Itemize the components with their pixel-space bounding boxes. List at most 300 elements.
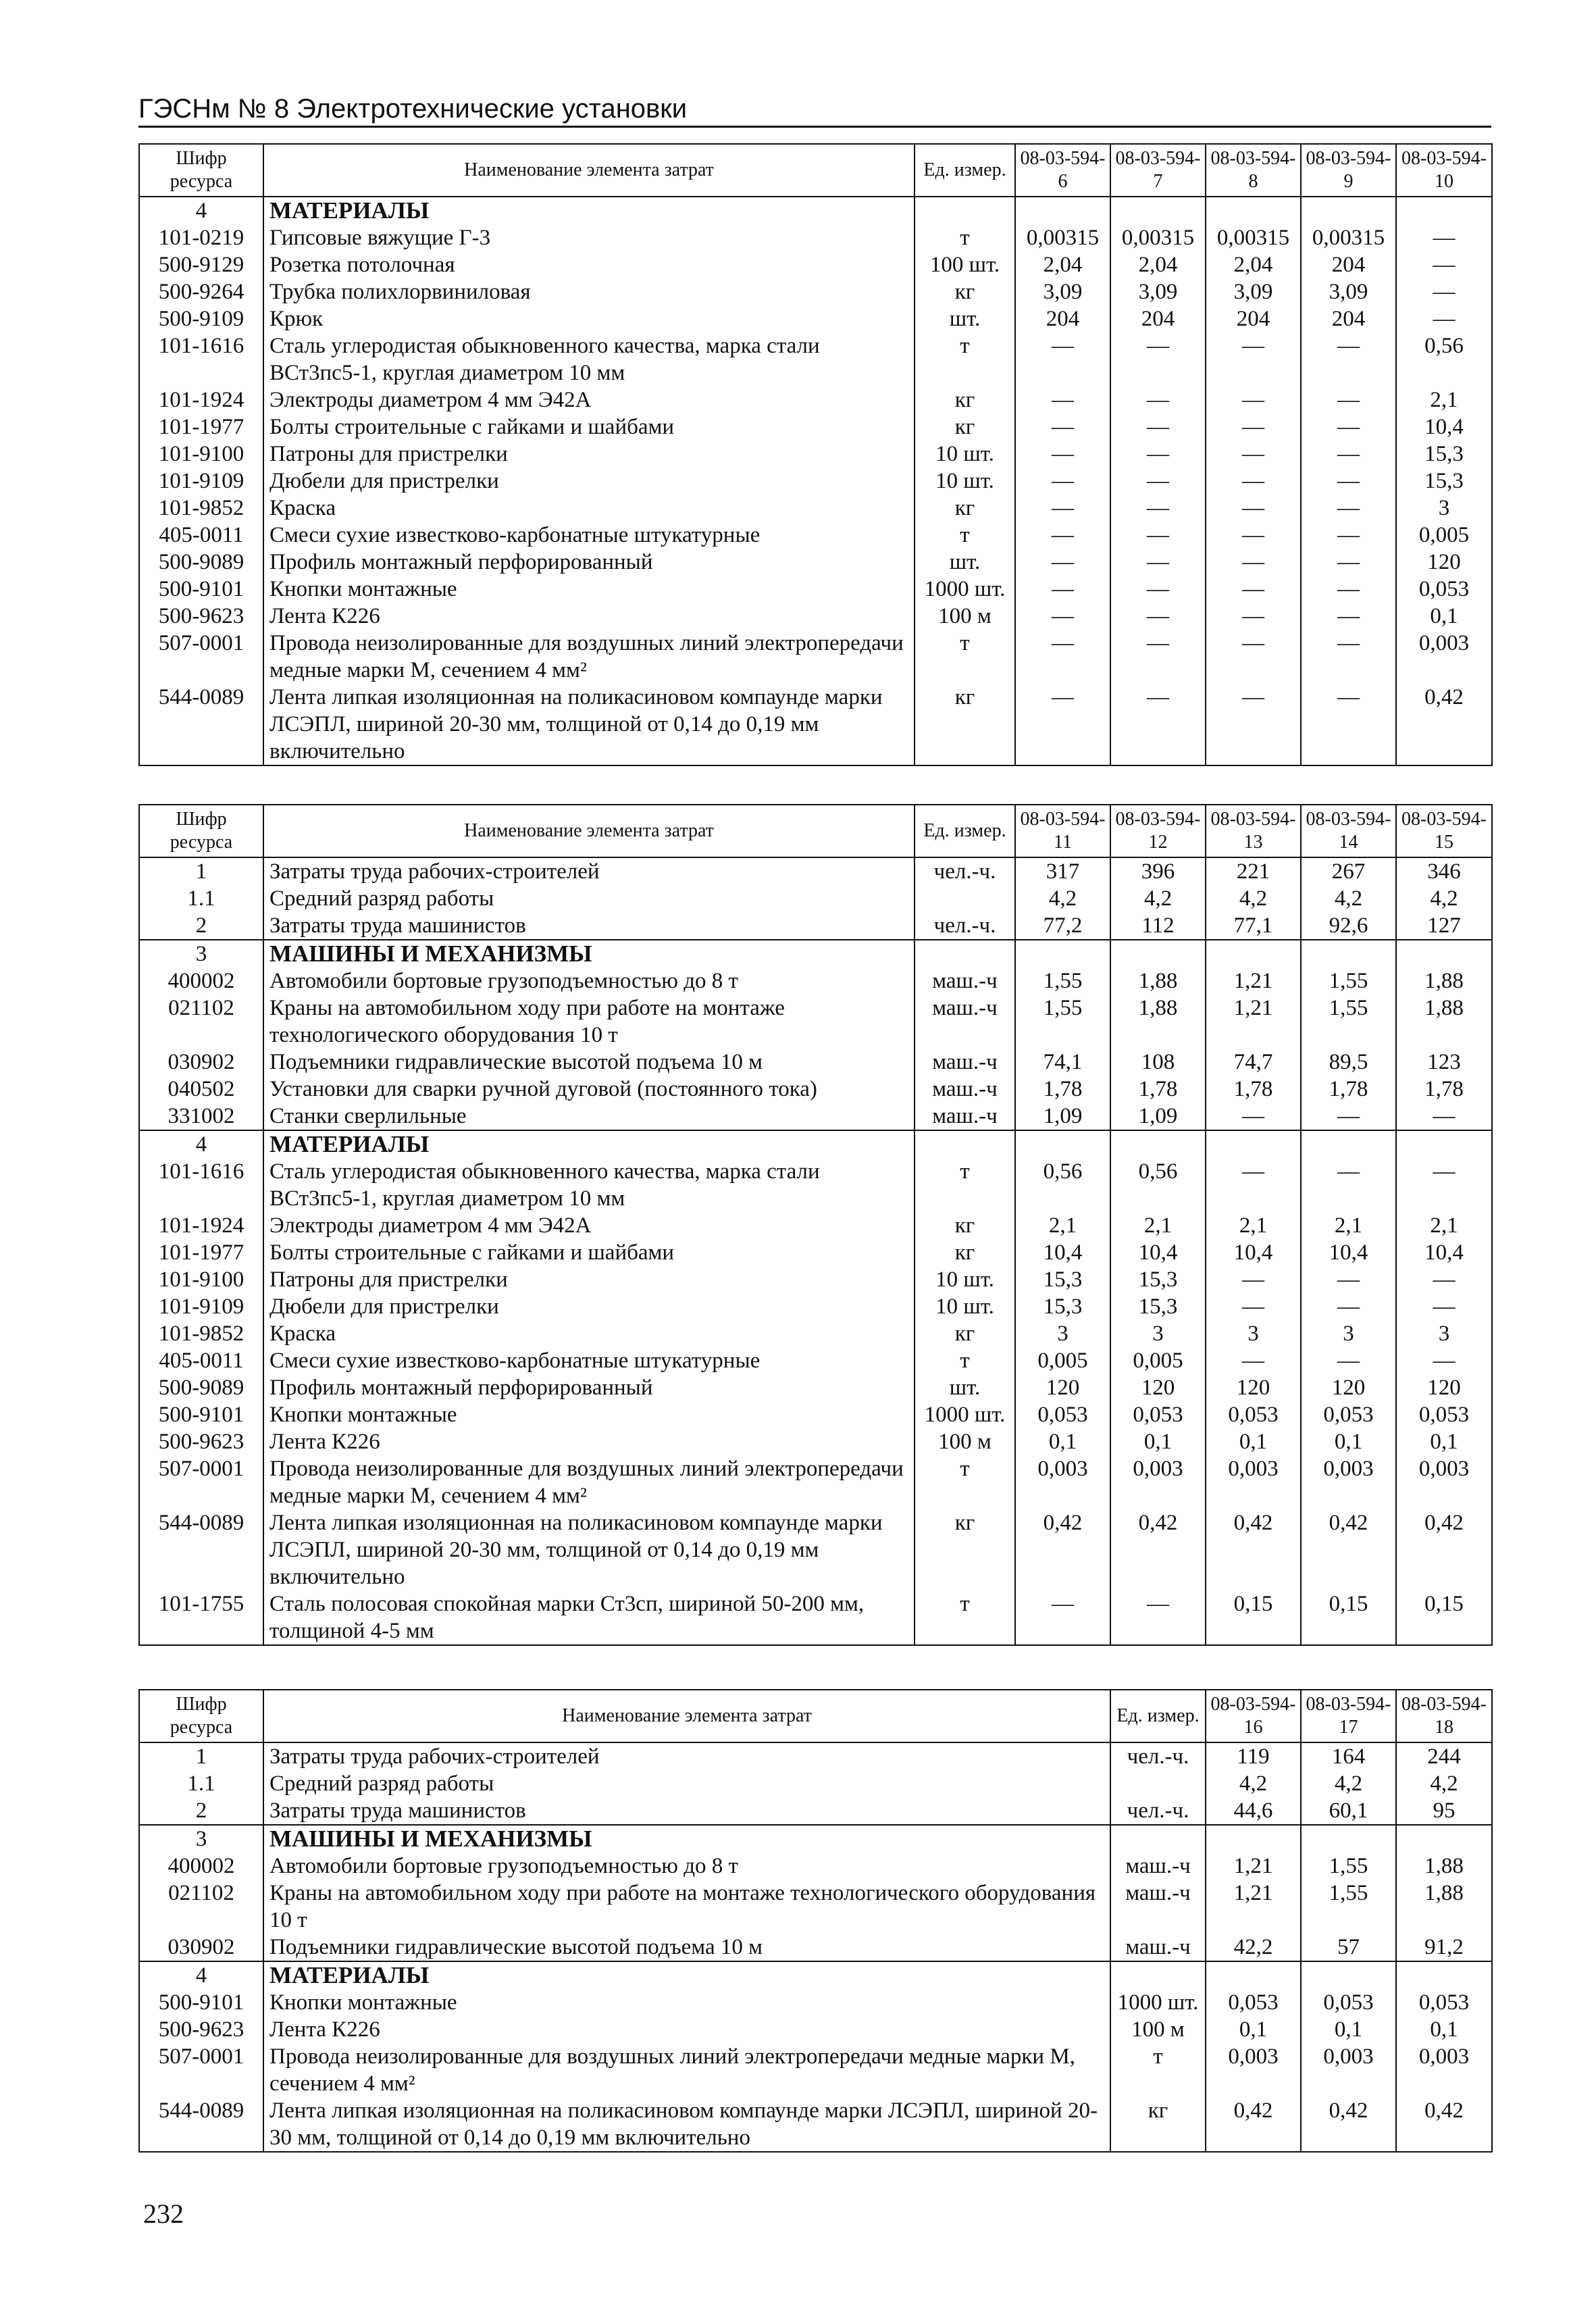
cost-item-name: Автомобили бортовые грузоподъемностью до 8 т [263, 1853, 1110, 1880]
norm-value: 0,003 [1396, 1455, 1492, 1509]
header-norm-code: 08-03-594-14 [1301, 805, 1396, 857]
norm-value: 0,003 [1110, 1455, 1206, 1509]
norm-value [1396, 1130, 1492, 1158]
resource-code: 101-9852 [139, 1320, 263, 1347]
norm-value: 0,1 [1206, 2016, 1301, 2043]
table-row [139, 2097, 1492, 2152]
header-name: Наименование элемента затрат [263, 805, 915, 857]
norm-value: 120 [1015, 1374, 1110, 1401]
norm-value: — [1206, 1293, 1301, 1320]
norm-value: 0,1 [1301, 2016, 1396, 2043]
norm-value: 0,053 [1396, 1989, 1492, 2016]
norm-value: 4,2 [1015, 885, 1110, 912]
table-row [139, 1853, 1492, 1880]
resource-code: 030902 [139, 1934, 263, 1961]
table-row [139, 1266, 1492, 1293]
norm-value: 4,2 [1206, 1770, 1301, 1797]
unit-of-measure [915, 1130, 1015, 1158]
norm-value: 3 [1015, 1320, 1110, 1347]
header-name: Наименование элемента затрат [263, 144, 915, 197]
norm-value: — [1110, 413, 1206, 441]
norm-value: 4,2 [1206, 885, 1301, 912]
norm-value: 3 [1396, 495, 1492, 522]
table-row [139, 1374, 1492, 1401]
norm-value: — [1206, 549, 1301, 576]
table-row [139, 1455, 1492, 1509]
cost-item-name: Дюбели для пристрелки [263, 1293, 915, 1320]
table-row [139, 332, 1492, 386]
unit-of-measure: чел.-ч. [1110, 1797, 1206, 1825]
cost-item-name: Автомобили бортовые грузоподъемностью до 8 т [263, 967, 915, 995]
unit-of-measure: чел.-ч. [915, 912, 1015, 940]
norm-value: 3,09 [1301, 278, 1396, 305]
header-norm-code: 08-03-594-16 [1206, 1690, 1301, 1742]
norm-value: 221 [1206, 857, 1301, 885]
norm-value: — [1015, 386, 1110, 413]
norm-value: — [1206, 1347, 1301, 1374]
unit-of-measure: маш.-ч [915, 1049, 1015, 1076]
unit-of-measure: 10 шт. [915, 468, 1015, 495]
norm-value: 0,42 [1396, 684, 1492, 765]
norm-value: 1,55 [1015, 967, 1110, 995]
norm-value: 1,21 [1206, 995, 1301, 1049]
norm-value: 0,1 [1396, 2016, 1492, 2043]
cost-item-name: Лента К226 [263, 2016, 1110, 2043]
unit-of-measure: маш.-ч [915, 967, 1015, 995]
unit-of-measure: т [1110, 2043, 1206, 2097]
resource-code: 507-0001 [139, 630, 263, 684]
resource-code: 101-1924 [139, 1212, 263, 1239]
section-title: МАШИНЫ И МЕХАНИЗМЫ [263, 1825, 1110, 1853]
resource-code: 2 [139, 1797, 263, 1825]
table-row [139, 468, 1492, 495]
norm-value: 0,005 [1015, 1347, 1110, 1374]
norm-value: 1,55 [1301, 1880, 1396, 1934]
cost-item-name: Сталь углеродистая обыкновенного качества, марка стали ВСт3пс5-1, круглая диаметром 10 мм [263, 1158, 915, 1212]
unit-of-measure: кг [915, 1212, 1015, 1239]
norm-value: 0,003 [1206, 2043, 1301, 2097]
norm-value: 0,42 [1206, 2097, 1301, 2152]
unit-of-measure [915, 197, 1015, 224]
norm-value: 120 [1396, 1374, 1492, 1401]
cost-item-name: Затраты труда рабочих-строителей [263, 857, 915, 885]
resource-code: 500-9623 [139, 603, 263, 630]
resource-code: 101-1616 [139, 1158, 263, 1212]
norm-value: — [1301, 1347, 1396, 1374]
norm-value: 244 [1396, 1742, 1492, 1770]
unit-of-measure: 100 м [1110, 2016, 1206, 2043]
norm-value: 1,78 [1301, 1076, 1396, 1103]
table-row [139, 2016, 1492, 2043]
norm-value [1301, 1961, 1396, 1989]
norm-value: 74,7 [1206, 1049, 1301, 1076]
norm-value: 0,42 [1301, 2097, 1396, 2152]
table-row [139, 1880, 1492, 1934]
norm-value: 0,56 [1110, 1158, 1206, 1212]
unit-of-measure [1110, 1770, 1206, 1797]
norm-value [1396, 1825, 1492, 1853]
norm-value: 120 [1301, 1374, 1396, 1401]
norm-value: 1,09 [1110, 1103, 1206, 1130]
unit-of-measure: маш.-ч [915, 1103, 1015, 1130]
header-norm-code: 08-03-594-17 [1301, 1690, 1396, 1742]
unit-of-measure: кг [915, 1320, 1015, 1347]
norm-value: 267 [1301, 857, 1396, 885]
norm-value: 0,42 [1301, 1509, 1396, 1590]
cost-item-name: Средний разряд работы [263, 1770, 1110, 1797]
norm-value: 15,3 [1110, 1293, 1206, 1320]
norm-value: — [1110, 684, 1206, 765]
unit-of-measure: 1000 шт. [915, 1401, 1015, 1428]
norm-value: — [1015, 630, 1110, 684]
resource-code: 500-9101 [139, 1989, 263, 2016]
norm-value: 112 [1110, 912, 1206, 940]
norm-value: 1,21 [1206, 967, 1301, 995]
norm-value [1110, 1130, 1206, 1158]
norm-value: 60,1 [1301, 1797, 1396, 1825]
header-norm-code: 08-03-594-18 [1396, 1690, 1492, 1742]
section-title: МАТЕРИАЛЫ [263, 197, 915, 224]
norm-value: — [1206, 684, 1301, 765]
resource-code: 4 [139, 1130, 263, 1158]
cost-item-name: Дюбели для пристрелки [263, 468, 915, 495]
cost-item-name: Установки для сварки ручной дуговой (постоянного тока) [263, 1076, 915, 1103]
header-norm-code: 08-03-594-15 [1396, 805, 1492, 857]
norm-value: 74,1 [1015, 1049, 1110, 1076]
resource-code: 500-9264 [139, 278, 263, 305]
norm-value: 2,1 [1206, 1212, 1301, 1239]
table-row [139, 995, 1492, 1049]
norm-value [1396, 1961, 1492, 1989]
norm-value: 119 [1206, 1742, 1301, 1770]
cost-item-name: Затраты труда рабочих-строителей [263, 1742, 1110, 1770]
table-row [139, 603, 1492, 630]
header-norm-code: 08-03-594-10 [1396, 144, 1492, 197]
norm-value: 0,053 [1206, 1989, 1301, 2016]
unit-of-measure: кг [915, 413, 1015, 441]
norm-value [1015, 940, 1110, 967]
resource-code: 500-9623 [139, 2016, 263, 2043]
unit-of-measure: т [915, 224, 1015, 251]
norm-value: 1,78 [1015, 1076, 1110, 1103]
norm-value [1110, 940, 1206, 967]
norm-value: 1,55 [1015, 995, 1110, 1049]
norm-value: 10,4 [1206, 1239, 1301, 1266]
table-row [139, 1428, 1492, 1455]
norm-value: — [1015, 468, 1110, 495]
resource-code: 101-9109 [139, 468, 263, 495]
cost-item-name: Станки сверлильные [263, 1103, 915, 1130]
norm-value [1301, 1130, 1396, 1158]
norm-value: 0,00315 [1015, 224, 1110, 251]
norm-value: 2,1 [1110, 1212, 1206, 1239]
norm-value: — [1015, 332, 1110, 386]
cost-item-name: Лента липкая изоляционная на поликасиновом компаунде марки ЛСЭПЛ, шириной 20-30 мм, толщиной от 0,14 до 0,19 мм включительно [263, 1509, 915, 1590]
table-body [139, 1742, 1492, 2152]
norm-value: — [1396, 1293, 1492, 1320]
table-row [139, 251, 1492, 278]
norm-value: 10,4 [1396, 1239, 1492, 1266]
section-row [139, 197, 1492, 224]
norm-value: 0,42 [1015, 1509, 1110, 1590]
cost-item-name: Подъемники гидравлические высотой подъема 10 м [263, 1049, 915, 1076]
norm-value: 0,053 [1110, 1401, 1206, 1428]
section-row [139, 1825, 1492, 1853]
norm-value: 1,88 [1110, 967, 1206, 995]
norm-value: 0,56 [1015, 1158, 1110, 1212]
norm-value: 10,4 [1301, 1239, 1396, 1266]
table-row [139, 1049, 1492, 1076]
norm-value: — [1015, 576, 1110, 603]
resource-code: 4 [139, 197, 263, 224]
norm-value: 0,1 [1396, 603, 1492, 630]
norm-value: 10,4 [1396, 413, 1492, 441]
cost-item-name: Провода неизолированные для воздушных линий электропередачи медные марки М, сечением 4 мм² [263, 630, 915, 684]
norm-value: 1,55 [1301, 967, 1396, 995]
section-row [139, 940, 1492, 967]
norm-value [1301, 197, 1396, 224]
norm-value: — [1206, 386, 1301, 413]
table-row [139, 1212, 1492, 1239]
norm-value: 0,053 [1206, 1401, 1301, 1428]
cost-item-name: Кнопки монтажные [263, 1401, 915, 1428]
unit-of-measure: т [915, 332, 1015, 386]
norm-value: 0,053 [1015, 1401, 1110, 1428]
resource-code: 101-1755 [139, 1590, 263, 1645]
norm-value: 0,15 [1301, 1590, 1396, 1645]
norm-value: 1,55 [1301, 995, 1396, 1049]
norm-value: — [1301, 332, 1396, 386]
norm-value: 3 [1110, 1320, 1206, 1347]
norm-value: 1,88 [1110, 995, 1206, 1049]
resource-code: 500-9101 [139, 1401, 263, 1428]
cost-item-name: Профиль монтажный перфорированный [263, 549, 915, 576]
header-code: Шифр ресурса [139, 805, 263, 857]
norm-value [1396, 197, 1492, 224]
section-row [139, 1961, 1492, 1989]
table-row [139, 549, 1492, 576]
norm-value: 57 [1301, 1934, 1396, 1961]
table-row [139, 2043, 1492, 2097]
resource-code: 507-0001 [139, 1455, 263, 1509]
norm-value: 0,1 [1110, 1428, 1206, 1455]
cost-item-name: Болты строительные с гайками и шайбами [263, 413, 915, 441]
table-row [139, 1239, 1492, 1266]
header-norm-code: 08-03-594-7 [1110, 144, 1206, 197]
resource-code: 544-0089 [139, 684, 263, 765]
norm-value: 123 [1396, 1049, 1492, 1076]
unit-of-measure: 100 м [915, 603, 1015, 630]
unit-of-measure: 100 м [915, 1428, 1015, 1455]
resource-code: 101-1977 [139, 413, 263, 441]
norm-value: 396 [1110, 857, 1206, 885]
unit-of-measure [915, 940, 1015, 967]
table-row [139, 1347, 1492, 1374]
cost-item-name: Патроны для пристрелки [263, 441, 915, 468]
norm-value [1206, 940, 1301, 967]
unit-of-measure: шт. [915, 305, 1015, 332]
norm-value: 3 [1301, 1320, 1396, 1347]
norm-value: — [1206, 1103, 1301, 1130]
resource-code: 500-9089 [139, 549, 263, 576]
resource-code: 101-9109 [139, 1293, 263, 1320]
resource-code: 3 [139, 1825, 263, 1853]
resource-code: 1 [139, 857, 263, 885]
table-row [139, 912, 1492, 940]
norm-value: 92,6 [1301, 912, 1396, 940]
norm-value: 1,88 [1396, 995, 1492, 1049]
norm-value: — [1015, 413, 1110, 441]
norm-value: 0,003 [1015, 1455, 1110, 1509]
norm-value: — [1396, 1103, 1492, 1130]
norm-value: — [1301, 1158, 1396, 1212]
table-row [139, 1103, 1492, 1130]
cost-item-name: Лента К226 [263, 1428, 915, 1455]
cost-item-name: Розетка потолочная [263, 251, 915, 278]
norm-value: 1,55 [1301, 1853, 1396, 1880]
norm-value: 0,003 [1301, 1455, 1396, 1509]
unit-of-measure [915, 885, 1015, 912]
section-title: МАТЕРИАЛЫ [263, 1961, 1110, 1989]
norm-value: 3 [1396, 1320, 1492, 1347]
resource-code: 040502 [139, 1076, 263, 1103]
norm-value: — [1110, 522, 1206, 549]
unit-of-measure: т [915, 522, 1015, 549]
resource-code: 3 [139, 940, 263, 967]
norm-value: — [1110, 549, 1206, 576]
norm-value: 0,005 [1110, 1347, 1206, 1374]
norm-value: 204 [1015, 305, 1110, 332]
norm-value: — [1015, 603, 1110, 630]
norm-value [1206, 1825, 1301, 1853]
norm-value: 317 [1015, 857, 1110, 885]
cost-item-name: Болты строительные с гайками и шайбами [263, 1239, 915, 1266]
norm-value: 1,21 [1206, 1880, 1301, 1934]
norm-value: 3,09 [1015, 278, 1110, 305]
norm-value: 1,78 [1206, 1076, 1301, 1103]
unit-of-measure: т [915, 630, 1015, 684]
unit-of-measure: маш.-ч [915, 1076, 1015, 1103]
resource-table-3 [138, 1689, 1493, 2153]
page-header: ГЭСНм № 8 Электротехнические установки [138, 93, 1491, 128]
norm-value: 4,2 [1396, 1770, 1492, 1797]
table-row [139, 1934, 1492, 1961]
norm-value: — [1301, 413, 1396, 441]
resource-code: 101-0219 [139, 224, 263, 251]
table-header-row [139, 144, 1492, 197]
norm-value: — [1110, 468, 1206, 495]
norm-value: — [1301, 549, 1396, 576]
cost-item-name: Сталь углеродистая обыкновенного качества, марка стали ВСт3пс5-1, круглая диаметром 10 мм [263, 332, 915, 386]
norm-value: — [1301, 576, 1396, 603]
norm-value: 0,005 [1396, 522, 1492, 549]
norm-value: 2,1 [1301, 1212, 1396, 1239]
norm-value: — [1110, 630, 1206, 684]
norm-value: 4,2 [1396, 885, 1492, 912]
norm-value [1301, 940, 1396, 967]
norm-value: 204 [1301, 305, 1396, 332]
resource-code: 500-9109 [139, 305, 263, 332]
norm-value: 3,09 [1110, 278, 1206, 305]
unit-of-measure [1110, 1961, 1206, 1989]
norm-value: — [1206, 522, 1301, 549]
table-row [139, 1401, 1492, 1428]
norm-value: 15,3 [1110, 1266, 1206, 1293]
table-row [139, 576, 1492, 603]
cost-item-name: Краны на автомобильном ходу при работе на монтаже технологического оборудования 10 т [263, 1880, 1110, 1934]
norm-value: — [1110, 495, 1206, 522]
resource-code: 1.1 [139, 885, 263, 912]
unit-of-measure: т [915, 1347, 1015, 1374]
unit-of-measure: т [915, 1590, 1015, 1645]
norm-value: — [1396, 278, 1492, 305]
norm-value [1206, 1130, 1301, 1158]
norm-value: 3 [1206, 1320, 1301, 1347]
norm-value: — [1396, 224, 1492, 251]
cost-item-name: Затраты труда машинистов [263, 912, 915, 940]
resource-code: 101-9100 [139, 1266, 263, 1293]
header-unit: Ед. измер. [915, 805, 1015, 857]
table-row [139, 413, 1492, 441]
norm-value: 0,053 [1396, 1401, 1492, 1428]
norm-value: 0,1 [1301, 1428, 1396, 1455]
unit-of-measure: маш.-ч [1110, 1853, 1206, 1880]
unit-of-measure: т [915, 1158, 1015, 1212]
table-row [139, 1989, 1492, 2016]
norm-value: 2,04 [1206, 251, 1301, 278]
resource-code: 2 [139, 912, 263, 940]
resource-code: 101-9100 [139, 441, 263, 468]
resource-table-1 [138, 143, 1493, 766]
unit-of-measure: маш.-ч [1110, 1880, 1206, 1934]
norm-value: 10,4 [1015, 1239, 1110, 1266]
norm-value: 1,78 [1396, 1076, 1492, 1103]
norm-value: — [1301, 1103, 1396, 1130]
table-row [139, 967, 1492, 995]
norm-value: — [1110, 1590, 1206, 1645]
cost-item-name: Краны на автомобильном ходу при работе на монтаже технологического оборудования 10 т [263, 995, 915, 1049]
norm-value: — [1206, 1266, 1301, 1293]
table-row [139, 1320, 1492, 1347]
norm-value: 346 [1396, 857, 1492, 885]
resource-code: 030902 [139, 1049, 263, 1076]
resource-code: 500-9101 [139, 576, 263, 603]
norm-value: — [1206, 441, 1301, 468]
norm-value: 0,003 [1396, 630, 1492, 684]
resource-code: 400002 [139, 1853, 263, 1880]
norm-value: 0,053 [1396, 576, 1492, 603]
norm-value: — [1396, 305, 1492, 332]
table-header-row [139, 805, 1492, 857]
norm-value: 91,2 [1396, 1934, 1492, 1961]
norm-value: 42,2 [1206, 1934, 1301, 1961]
unit-of-measure: 10 шт. [915, 441, 1015, 468]
norm-value: — [1396, 1266, 1492, 1293]
table-row [139, 1770, 1492, 1797]
resource-code: 405-0011 [139, 522, 263, 549]
norm-value: 164 [1301, 1742, 1396, 1770]
unit-of-measure: 1000 шт. [1110, 1989, 1206, 2016]
resource-code: 500-9089 [139, 1374, 263, 1401]
norm-value [1206, 197, 1301, 224]
norm-value: — [1015, 441, 1110, 468]
norm-value: 89,5 [1301, 1049, 1396, 1076]
header-norm-code: 08-03-594-8 [1206, 144, 1301, 197]
norm-value: — [1015, 549, 1110, 576]
norm-value: 2,04 [1015, 251, 1110, 278]
table-row [139, 278, 1492, 305]
norm-value: — [1015, 684, 1110, 765]
